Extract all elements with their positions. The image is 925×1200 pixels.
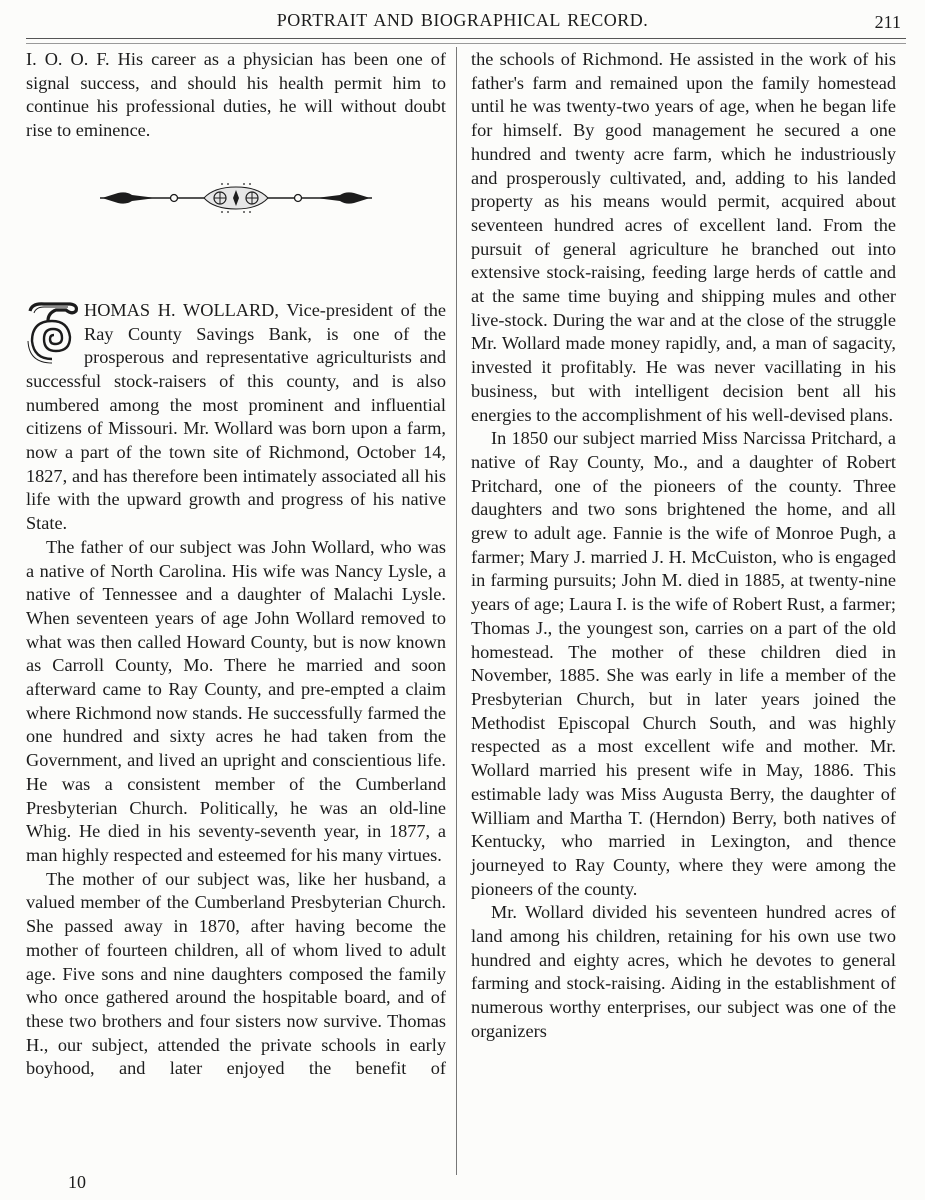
- paragraph-land-division: Mr. Wollard divided his seventeen hundred acres of land among his children, retaining for his own use two hundred and eighty acres, which he devotes to general farming and stock-raising. Aiding in the establishment of numerous worthy enterprises, our subject was one of the organizers: [471, 902, 896, 1041]
- paragraph-thomas-wollard-intro: HOMAS H. WOLLARD, Vice-president of the Ray County Savings Bank, is one of the prosperous and representative agriculturists and successful stock-raisers of this county, and is also numbered among the most prominent and influential citizens of Missouri. Mr. Wollard was born upon a farm, now a part of the town site of Richmond, October 14, 1827, and has therefore been intimately associated all his life with the upward growth and progress of his native State.: [26, 299, 446, 534]
- column-divider: [456, 47, 457, 1175]
- paragraph-career: the schools of Richmond. He assisted in the work of his father's farm and remained upon the family homestead until he was twenty-two years of age, when he began life for himself. By good management he secured a one hundred and twenty acre farm, which he industriously and prosperously cultivated, and, adding to his landed property as his means would permit, acquired about seventeen hundred acres of excellent land. From the pursuit of general agriculture he branched out into extensive stock-raising, feeding large herds of cattle and at the same time buying and shipping mules and other live-stock. During the war and at the close of the struggle Mr. Wollard made money rapidly, and, a man of sagacity, invested it profitably. He was never vacillating in his business, but with intelligent decision bent all his energies to the accomplishment of his well-devised plans.: [471, 49, 896, 425]
- paragraph-marriage-family: In 1850 our subject married Miss Narcissa Pritchard, a native of Ray County, Mo., and a daughter of Robert Pritchard, one of the pioneers of the county. Three daughters and two sons brightened the home, and all grew to adult age. Fannie is the wife of Monroe Pugh, a farmer; Mary J. married J. H. McCuiston, who is engaged in farming pursuits; John M. died in 1885, at twenty-nine years of age; Laura I. is the wife of Robert Rust, a farmer; Thomas J., the youngest son, carries on a part of the old homestead. The mother of these children died in November, 1885. She was early in life a member of the Presbyterian Church, but in later years joined the Methodist Episcopal Church South, and was highly respected as a most excellent wife and mother. Mr. Wollard married his present wife in May, 1886. This estimable lady was Miss Augusta Berry, the daughter of William and Martha T. (Herndon) Berry, both natives of Kentucky, who married in Lexington, and thence journeyed to Ray County, where they were among the pioneers of the county.: [471, 428, 896, 899]
- left-column: [26, 48, 446, 1081]
- page-number: 211: [874, 12, 901, 32]
- paragraph-mother: The mother of our subject was, like her husband, a valued member of the Cumberland Presbyterian Church. She passed away in 1870, after having become the mother of fourteen children, all of whom lived to adult age. Five sons and nine daughters composed the family who once gathered around the hospitable board, and of these two brothers and four sisters now survive. Thomas H., our subject, attended the private schools in early boyhood, and later enjoyed the benefit of: [26, 868, 446, 1079]
- decorative-divider-ornament-icon: [26, 143, 446, 253]
- ornamental-dropcap-t-icon: [26, 301, 78, 365]
- running-title: PORTRAIT AND BIOGRAPHICAL RECORD.: [276, 10, 649, 30]
- signature-mark: 10: [68, 1172, 86, 1192]
- paragraph-father: The father of our subject was John Wollard, who was a native of North Carolina. His wife was Nancy Lysle, a native of Tennessee and a daughter of Malachi Lysle. When seventeen years of age John Wollard removed to what was then called Howard County, but is now known as Carroll County, Mo. There he married and soon afterward came to Ray County, and pre-empted a claim where Richmond now stands. He successfully farmed the one hundred and sixty acres he had taken from the Government, and lived an upright and conscientious life. He was a consistent member of the Cumberland Presbyterian Church. Politically, he was an old-line Whig. He died in his seventy-seventh year, in 1877, a man highly respected and esteemed for his many virtues.: [26, 536, 446, 865]
- header-rule-top: [26, 38, 906, 39]
- paragraph-ioof-conclusion: I. O. O. F. His career as a physician has been one of signal success, and should his health permit him to continue his professional duties, he will without doubt rise to eminence.: [26, 49, 446, 141]
- page-header: [0, 0, 925, 40]
- right-column: [471, 48, 896, 1044]
- header-rule-bottom: [26, 43, 906, 44]
